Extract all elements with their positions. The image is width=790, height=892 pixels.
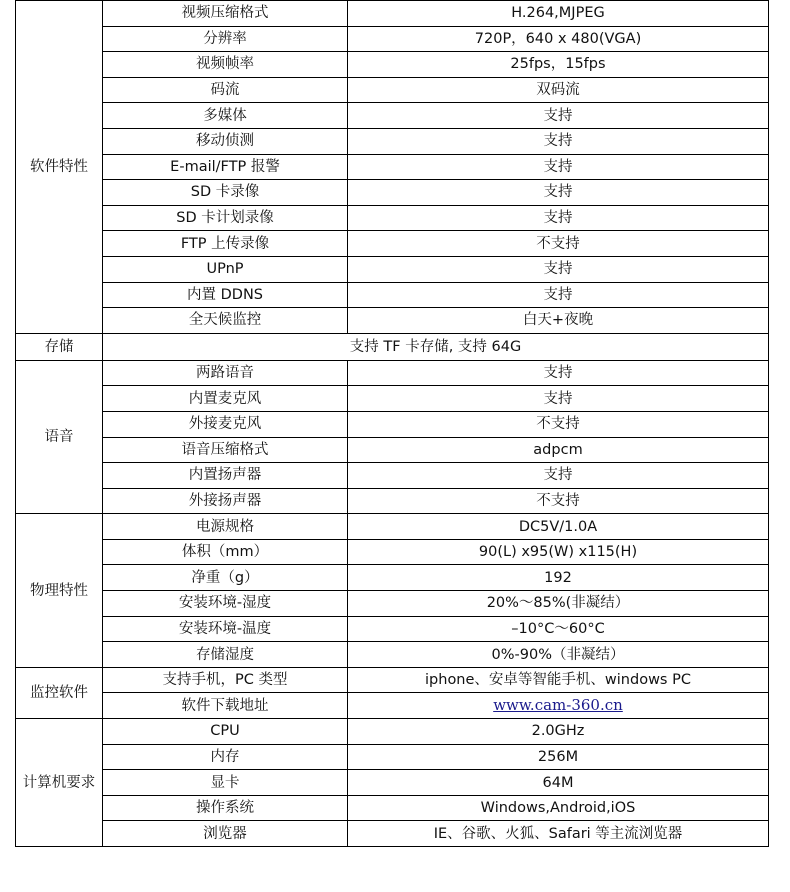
value-cell: 支持 [348,128,769,154]
table-row [16,514,769,540]
value-cell: 双码流 [348,77,769,103]
label-cell: 安装环境-温度 [103,616,348,642]
label-cell: SD 卡录像 [103,180,348,206]
value-cell [348,693,769,719]
value-cell: 支持 [348,205,769,231]
table-row [16,795,769,821]
table-row [16,128,769,154]
table-row [16,231,769,257]
category-cell: 物理特性 [16,514,103,668]
value-cell: –10°C～60°C [348,616,769,642]
label-cell: 软件下载地址 [103,693,348,719]
table-row [16,360,769,386]
value-cell: 支持 TF 卡存储, 支持 64G [103,333,769,360]
table-row [16,308,769,334]
value-cell: 720P，640 x 480(VGA) [348,26,769,52]
value-cell: adpcm [348,437,769,463]
value-cell: 192 [348,565,769,591]
value-cell: IE、谷歌、火狐、Safari 等主流浏览器 [348,821,769,847]
category-cell: 监控软件 [16,667,103,718]
value-cell: iphone、安卓等智能手机、windows PC [348,667,769,693]
table-row [16,77,769,103]
label-cell: SD 卡计划录像 [103,205,348,231]
label-cell: 支持手机，PC 类型 [103,667,348,693]
table-row [16,256,769,282]
table-row [16,103,769,129]
value-cell: 不支持 [348,411,769,437]
value-cell: 白天+夜晚 [348,308,769,334]
category-cell: 计算机要求 [16,719,103,847]
label-cell: E-mail/FTP 报警 [103,154,348,180]
table-row [16,386,769,412]
category-cell: 语音 [16,360,103,514]
table-row [16,591,769,617]
table-row [16,719,769,745]
label-cell: 全天候监控 [103,308,348,334]
label-cell: 显卡 [103,770,348,796]
label-cell: 操作系统 [103,795,348,821]
label-cell: UPnP [103,256,348,282]
value-cell: 256M [348,744,769,770]
table-row [16,411,769,437]
table-row [16,744,769,770]
value-cell: 支持 [348,282,769,308]
label-cell: CPU [103,719,348,745]
table-row [16,667,769,693]
value-cell: 不支持 [348,488,769,514]
value-cell: 20%～85%(非凝结） [348,591,769,617]
download-link[interactable]: www.cam-360.cn [493,696,623,715]
value-cell: 支持 [348,154,769,180]
table-row [16,333,769,360]
spec-table [15,0,769,847]
label-cell: 存储湿度 [103,642,348,668]
category-cell: 存储 [16,333,103,360]
table-row [16,180,769,206]
value-cell: 25fps，15fps [348,52,769,78]
category-cell: 软件特性 [16,1,103,334]
table-row [16,463,769,489]
label-cell: 净重（g） [103,565,348,591]
label-cell: 码流 [103,77,348,103]
label-cell: 电源规格 [103,514,348,540]
value-cell: 支持 [348,360,769,386]
label-cell: 内存 [103,744,348,770]
label-cell: 分辨率 [103,26,348,52]
label-cell: 语音压缩格式 [103,437,348,463]
label-cell: 安装环境-湿度 [103,591,348,617]
table-row [16,693,769,719]
label-cell: FTP 上传录像 [103,231,348,257]
label-cell: 视频压缩格式 [103,1,348,27]
value-cell: 2.0GHz [348,719,769,745]
table-row [16,437,769,463]
table-row [16,26,769,52]
table-row [16,205,769,231]
label-cell: 内置麦克风 [103,386,348,412]
label-cell: 视频帧率 [103,52,348,78]
label-cell: 多媒体 [103,103,348,129]
table-row [16,1,769,27]
label-cell: 外接麦克风 [103,411,348,437]
label-cell: 内置 DDNS [103,282,348,308]
table-row [16,154,769,180]
table-row [16,488,769,514]
value-cell: H.264,MJPEG [348,1,769,27]
value-cell: DC5V/1.0A [348,514,769,540]
value-cell: 支持 [348,463,769,489]
value-cell: 支持 [348,386,769,412]
value-cell: 支持 [348,180,769,206]
table-row [16,52,769,78]
label-cell: 两路语音 [103,360,348,386]
table-row [16,565,769,591]
table-row [16,770,769,796]
label-cell: 体积（mm） [103,539,348,565]
table-row [16,539,769,565]
table-row [16,616,769,642]
label-cell: 内置扬声器 [103,463,348,489]
table-row [16,282,769,308]
value-cell: 支持 [348,103,769,129]
label-cell: 移动侦测 [103,128,348,154]
value-cell: 0%-90%（非凝结） [348,642,769,668]
value-cell: 90(L) x95(W) x115(H) [348,539,769,565]
table-row [16,821,769,847]
label-cell: 浏览器 [103,821,348,847]
table-row [16,642,769,668]
value-cell: 不支持 [348,231,769,257]
value-cell: Windows,Android,iOS [348,795,769,821]
label-cell: 外接扬声器 [103,488,348,514]
spec-table-body [16,1,769,847]
value-cell: 支持 [348,256,769,282]
value-cell: 64M [348,770,769,796]
